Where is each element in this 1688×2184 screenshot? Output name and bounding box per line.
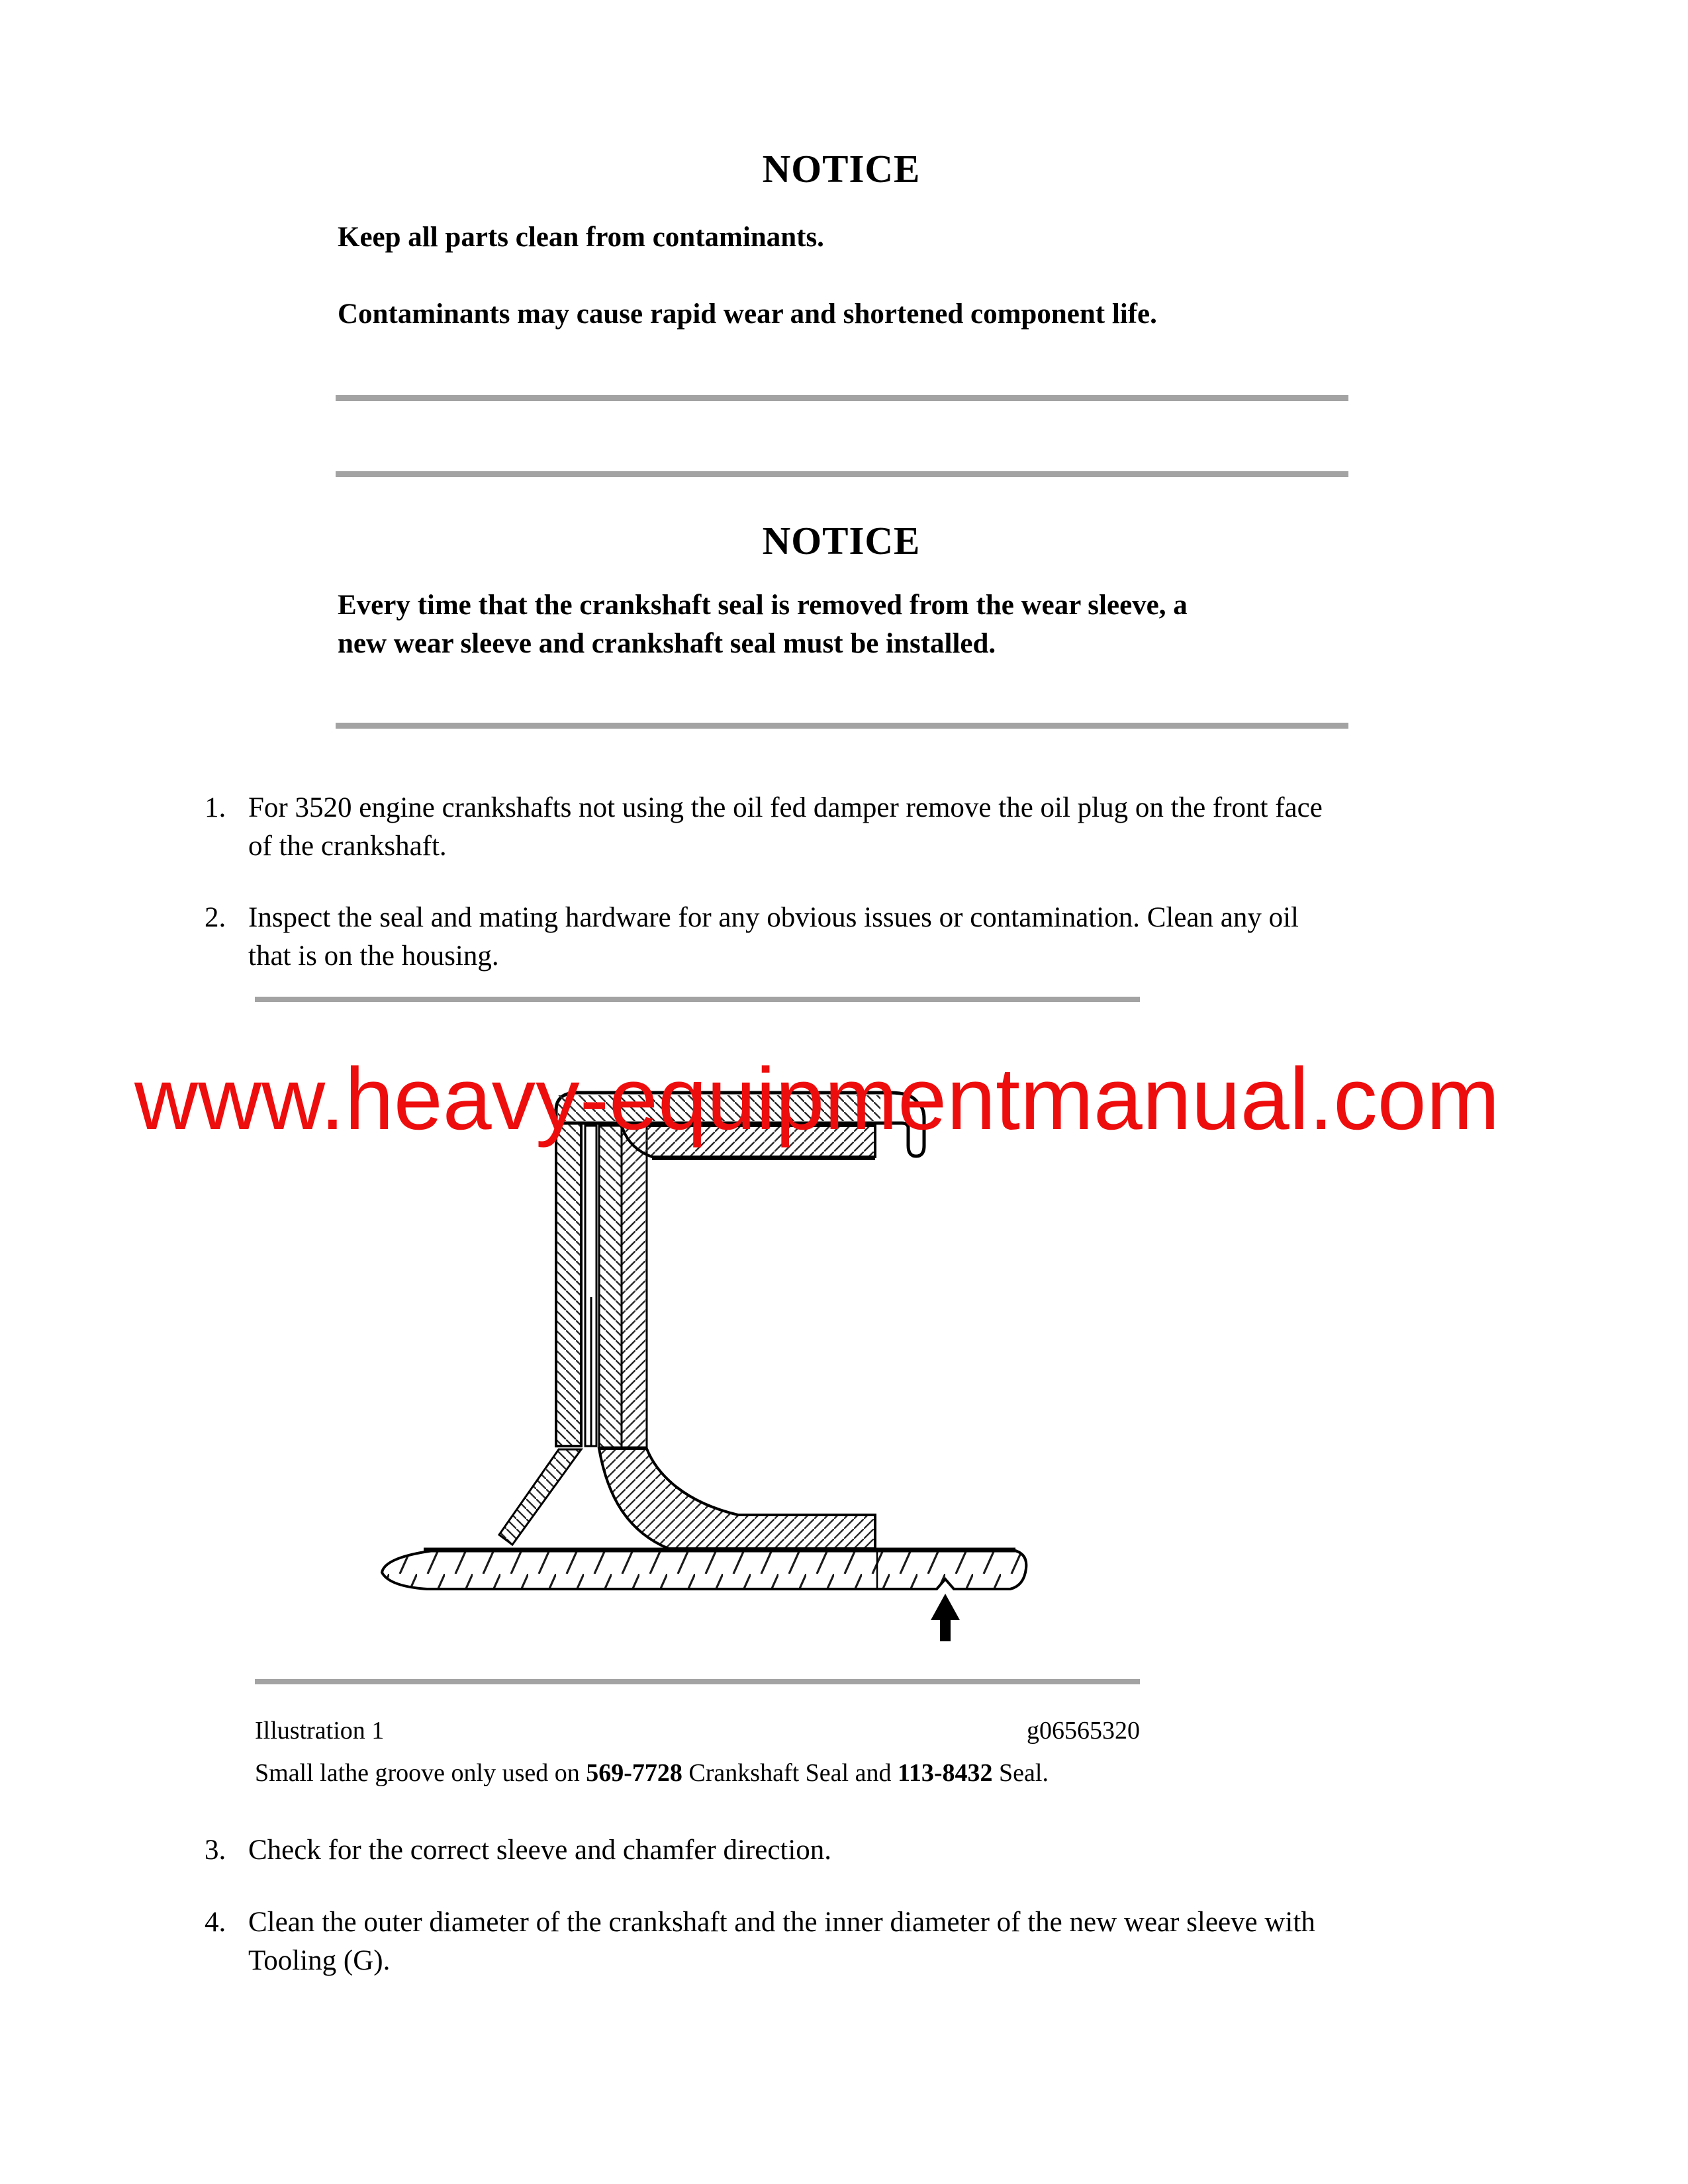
step-4 <box>248 1903 1374 1980</box>
illustration-caption-row <box>255 1715 1140 1746</box>
step-4-line-1: Clean the outer diameter of the crankshaft and the inner diameter of the new wear sleeve with <box>248 1907 1315 1938</box>
crankshaft-seal-cross-section-illustration <box>357 1079 1059 1648</box>
notice-1-line-2: Contaminants may cause rapid wear and shortened component life. <box>338 298 1157 330</box>
step-4-line-2: Tooling (G). <box>248 1945 391 1976</box>
step-4-number: 4. <box>205 1907 226 1938</box>
illustration-code: g06565320 <box>1027 1717 1140 1745</box>
notice-2-title: NOTICE <box>762 519 921 563</box>
caption-text: Seal. <box>992 1759 1049 1787</box>
caption-text: Small lathe groove only used on <box>255 1759 586 1787</box>
illustration-top-rule <box>255 997 1140 1002</box>
step-1-number: 1. <box>205 792 226 823</box>
notice-2-line-1: Every time that the crankshaft seal is removed from the wear sleeve, a <box>338 590 1188 621</box>
caption-part-number-1: 569-7728 <box>586 1759 682 1787</box>
horizontal-rule <box>336 395 1348 401</box>
notice-1-line-1: Keep all parts clean from contaminants. <box>338 222 824 253</box>
step-2-number: 2. <box>205 902 226 933</box>
illustration-caption <box>255 1758 1380 1788</box>
step-3 <box>248 1831 1374 1870</box>
step-1-line-2: of the crankshaft. <box>248 831 447 862</box>
seal-main-lip <box>599 1449 875 1549</box>
horizontal-rule <box>336 723 1348 729</box>
illustration-label: Illustration 1 <box>255 1717 385 1745</box>
step-2-line-1: Inspect the seal and mating hardware for any obvious issues or contamination. Clean any oil <box>248 902 1299 933</box>
step-2-line-2: that is on the housing. <box>248 940 499 972</box>
seal-inner-wall-left <box>599 1126 622 1447</box>
seal-dust-lip <box>499 1449 581 1545</box>
step-3-line-1: Check for the correct sleeve and chamfer direction. <box>248 1835 832 1866</box>
illustration-bottom-rule <box>255 1679 1140 1684</box>
step-1-line-1: For 3520 engine crankshafts not using the oil fed damper remove the oil plug on the front face <box>248 792 1323 823</box>
seal-case-outer-wall <box>556 1123 581 1446</box>
notice-2-line-2: new wear sleeve and crankshaft seal must be installed. <box>338 628 996 659</box>
groove-arrow-icon <box>931 1594 960 1641</box>
step-2 <box>248 899 1374 976</box>
seal-inner-wall-right <box>622 1126 647 1447</box>
notice-1-title: NOTICE <box>762 147 921 191</box>
watermark-text: www.heavy-equipmentmanual.com <box>134 1050 1500 1148</box>
caption-text: Crankshaft Seal and <box>682 1759 898 1787</box>
wear-sleeve-shaft <box>382 1550 1026 1589</box>
step-1 <box>248 789 1374 866</box>
horizontal-rule <box>336 471 1348 477</box>
step-3-number: 3. <box>205 1835 226 1866</box>
caption-part-number-2: 113-8432 <box>897 1759 993 1787</box>
